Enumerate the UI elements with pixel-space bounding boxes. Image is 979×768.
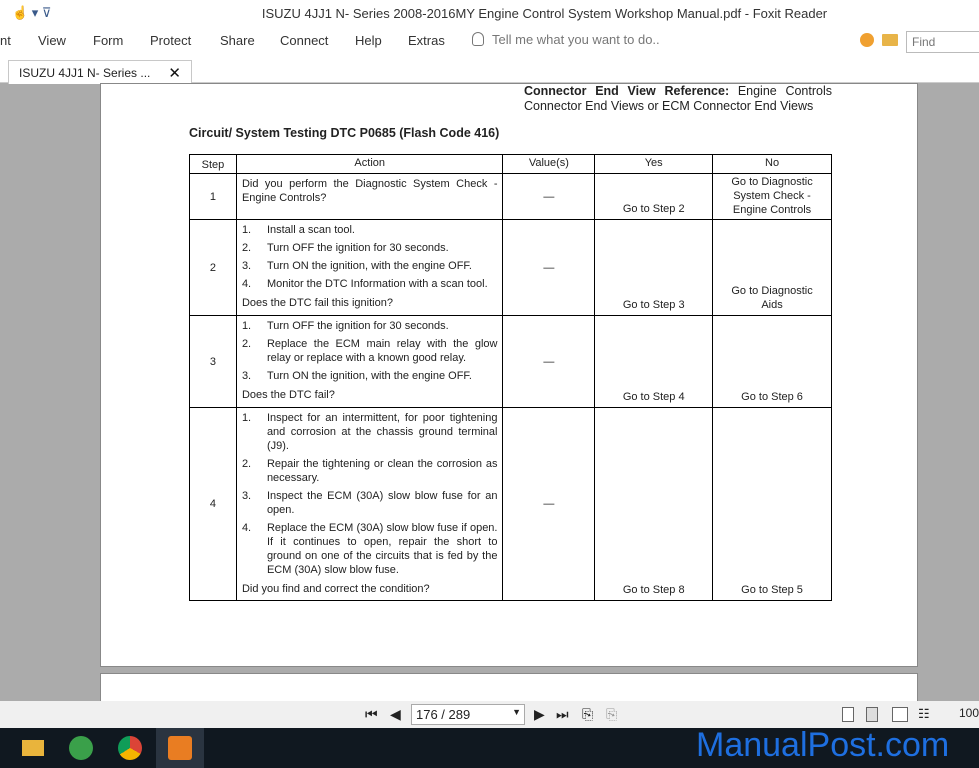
step-number: 2: [190, 220, 237, 316]
action-text: Did you perform the Diagnostic System Check - Engine Controls?: [241, 178, 498, 204]
no-cell: [713, 174, 832, 220]
step-number: 4: [190, 408, 237, 601]
table-header-row: [190, 155, 832, 174]
chrome-icon[interactable]: [118, 736, 142, 760]
value-cell: —: [503, 316, 595, 408]
list-item: 4. Replace the ECM (30A) slow blow fuse if open. If it continues to open, repair the short to ground on one of the circuits that is fed by the ECM (30A) slow blow fuse.: [241, 522, 498, 576]
section-title: Circuit/ System Testing DTC P0685 (Flash Code 416): [189, 126, 500, 140]
document-tab-bar: [0, 56, 979, 83]
tell-me-search[interactable]: [472, 32, 660, 47]
next-page-icon[interactable]: ▶: [534, 706, 545, 722]
connector-ref-label: Connector End View Reference:: [524, 84, 730, 98]
no-text: Go to Diagnostic System Check - Engine Controls: [731, 176, 813, 216]
title-bar: [0, 0, 979, 28]
action-cell: [236, 316, 503, 408]
header-step: Step: [190, 155, 237, 174]
action-cell: [236, 408, 503, 601]
list-item: 2. Turn OFF the ignition for 30 seconds.: [241, 242, 449, 254]
action-list: [242, 411, 498, 577]
yes-cell: [595, 220, 713, 316]
header-no: No: [713, 155, 832, 174]
document-tab-label: ISUZU 4JJ1 N- Series ...: [19, 66, 151, 80]
menu-item-protect[interactable]: Protect: [150, 33, 192, 48]
connector-reference: [524, 84, 832, 114]
action-list: [242, 223, 498, 291]
yes-cell: [595, 174, 713, 220]
header-yes: Yes: [595, 155, 713, 174]
no-cell: [713, 316, 832, 408]
dtc-table: [189, 154, 832, 601]
step-number: 1: [190, 174, 237, 220]
file-explorer-icon[interactable]: [22, 740, 44, 756]
step-number: 3: [190, 316, 237, 408]
folder-search-icon[interactable]: [882, 34, 898, 46]
action-question: Did you find and correct the condition?: [241, 583, 430, 595]
tell-me-placeholder: Tell me what you want to do..: [492, 32, 660, 47]
zoom-level[interactable]: 100: [959, 706, 979, 720]
menu-item-help[interactable]: Help: [355, 33, 382, 48]
action-list: [242, 319, 498, 383]
list-item: 1. Turn OFF the ignition for 30 seconds.: [241, 320, 449, 332]
header-values: Value(s): [503, 155, 595, 174]
continuous-facing-icon[interactable]: ☷: [918, 706, 930, 721]
list-item: 1. Install a scan tool.: [241, 224, 355, 236]
list-item: 3. Turn ON the ignition, with the engine OFF.: [241, 260, 472, 272]
action-question: Does the DTC fail?: [241, 389, 335, 401]
no-text: Go to Step 5: [741, 584, 803, 596]
find-input[interactable]: Find: [906, 31, 979, 53]
yes-text: Go to Step 2: [622, 203, 685, 215]
previous-view-icon[interactable]: ⎘: [582, 706, 594, 722]
menu-item-extras[interactable]: Extras: [408, 33, 445, 48]
ribbon-tabs: [0, 28, 979, 56]
header-action: Action: [236, 155, 503, 174]
single-page-icon[interactable]: [842, 707, 854, 722]
yes-text: Go to Step 8: [622, 584, 685, 596]
page-number-input[interactable]: [411, 704, 525, 725]
list-item: 3. Inspect the ECM (30A) slow blow fuse for an open.: [241, 490, 498, 516]
no-text: Go to Step 6: [741, 391, 803, 403]
facing-page-icon[interactable]: [892, 707, 908, 722]
yes-cell: [595, 408, 713, 601]
watermark: ManualPost.com: [696, 726, 950, 764]
table-row: [190, 316, 832, 408]
value-cell: —: [503, 174, 595, 220]
table-row: [190, 220, 832, 316]
skin-icon[interactable]: [860, 33, 874, 47]
table-row: [190, 408, 832, 601]
next-view-icon[interactable]: ⎘: [606, 706, 618, 722]
page-navigation-bar: [0, 701, 979, 728]
menu-item-print[interactable]: nt: [0, 33, 11, 48]
action-cell: [236, 220, 503, 316]
last-page-icon[interactable]: ⏭: [556, 706, 569, 722]
app-icon[interactable]: [69, 736, 93, 760]
list-item: 2. Repair the tightening or clean the corrosion as necessary.: [241, 458, 498, 484]
value-cell: —: [503, 408, 595, 601]
continuous-page-icon[interactable]: [866, 707, 878, 722]
first-page-icon[interactable]: ⏮: [365, 706, 378, 722]
chevron-down-icon[interactable]: ▼: [512, 707, 521, 717]
pdf-page: [100, 83, 918, 667]
no-cell: [713, 220, 832, 316]
yes-cell: [595, 316, 713, 408]
no-cell: [713, 408, 832, 601]
menu-item-view[interactable]: View: [38, 33, 66, 48]
menu-item-connect[interactable]: Connect: [280, 33, 329, 48]
yes-text: Go to Step 4: [622, 391, 685, 403]
previous-page-icon[interactable]: ◀: [390, 706, 401, 722]
table-row: [190, 174, 832, 220]
close-icon[interactable]: ✕: [168, 65, 181, 82]
action-question: Does the DTC fail this ignition?: [241, 297, 393, 309]
no-text: Go to Diagnostic Aids: [731, 285, 813, 311]
connector-ref-text: Engine Controls Connector End Views or ECM Connector End Views: [524, 84, 832, 113]
list-item: 1. Inspect for an intermittent, for poor tightening and corrosion at the chassis ground terminal (J9).: [241, 412, 498, 452]
list-item: 2. Replace the ECM main relay with the glow relay or replace with a known good relay.: [241, 338, 498, 364]
window-title: ISUZU 4JJ1 N- Series 2008-2016MY Engine Control System Workshop Manual.pdf - Foxit Reader: [261, 6, 828, 21]
action-cell: [236, 174, 503, 220]
document-tab[interactable]: [8, 60, 192, 84]
menu-item-share[interactable]: Share: [220, 33, 255, 48]
list-item: 3. Turn ON the ignition, with the engine OFF.: [241, 370, 472, 382]
foxit-taskbar-button[interactable]: [156, 728, 204, 768]
list-item: 4. Monitor the DTC Information with a scan tool.: [241, 278, 488, 290]
yes-text: Go to Step 3: [622, 299, 685, 311]
menu-item-form[interactable]: Form: [93, 33, 124, 48]
page-indicator: 176 / 289: [416, 707, 471, 722]
value-cell: —: [503, 220, 595, 316]
lightbulb-icon: [472, 32, 484, 46]
foxit-icon: [168, 736, 192, 760]
quick-access-toolbar[interactable]: ☝ ▾ ⊽: [12, 5, 52, 20]
